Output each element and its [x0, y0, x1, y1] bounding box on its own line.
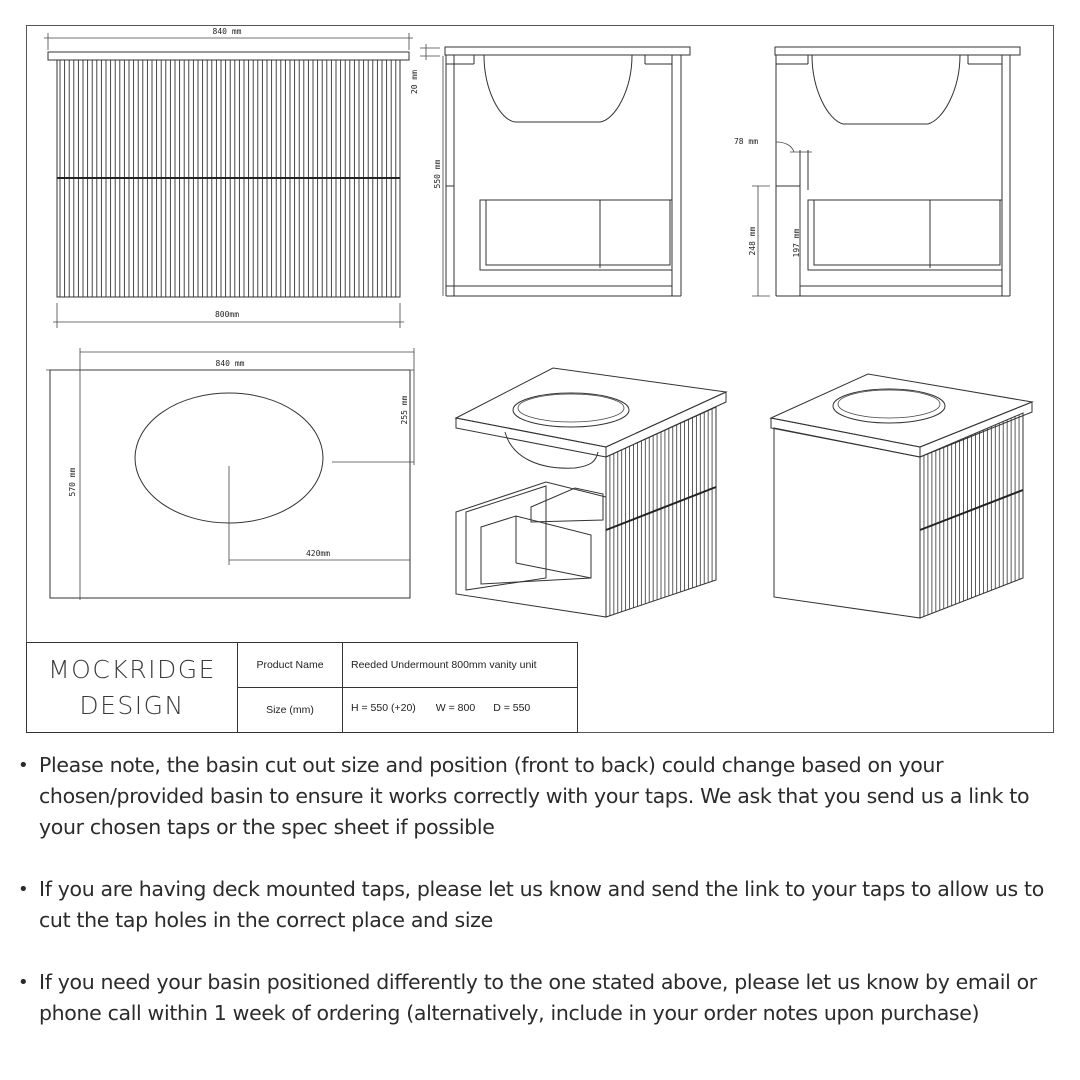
side-section-a — [410, 44, 690, 296]
brand-logo — [27, 643, 238, 732]
note-text: If you need your basin positioned differently to the one stated above, please let us know by email or phone call within 1 week of ordering (alternatively, include in your order notes upon purchase) — [39, 970, 1037, 1025]
dim-inner-drawer-height: 197 mm — [792, 228, 801, 258]
dim-top-thickness: 20 mm — [410, 69, 419, 95]
dim-top-depth-plan: 570 mm — [68, 467, 77, 497]
note-item: • If you need your basin positioned differently to the one stated above, please let us know by email or phone call within 1 week of ordering (alternatively, include in your order notes upon purchase) — [18, 970, 1037, 1025]
size-depth: D = 550 — [493, 702, 531, 714]
front-elevation — [44, 27, 413, 328]
dim-top-width-plan: 840 mm — [215, 359, 245, 368]
note-item: • Please note, the basin cut out size and position (front to back) could change based on your chosen/provided basin to ensure it works correctly with your taps. We ask that you send us a link to your chosen taps or the spec sheet if possible — [18, 753, 1030, 839]
size-height: H = 550 (+20) — [351, 702, 416, 714]
title-block — [26, 642, 578, 733]
side-section-b — [734, 47, 1020, 296]
product-name-label: Product Name — [238, 643, 343, 688]
basin-section-b — [812, 55, 960, 124]
dim-side-recess: 78 mm — [733, 137, 759, 146]
product-name-value: Reeded Undermount 800mm vanity unit — [343, 643, 577, 688]
dim-drawer-height: 248 mm — [748, 226, 757, 256]
isometric-open-view — [456, 368, 726, 617]
front-benchtop — [48, 52, 409, 60]
iso-closed-reeds — [920, 413, 1023, 618]
size-value — [343, 688, 577, 728]
note-text: Please note, the basin cut out size and position (front to back) could change based on your chosen/provided basin to ensure it works correctly with your taps. We ask that you send us a link to your chosen taps or the spec sheet if possible — [39, 753, 1030, 839]
dim-cabinet-width: 800mm — [214, 310, 240, 319]
brand-line-2: DESIGN — [79, 690, 185, 720]
note-text: If you are having deck mounted taps, please let us know and send the link to your taps to allow us to cut the tap holes in the correct place and size — [39, 877, 1044, 932]
size-width: W = 800 — [435, 702, 476, 714]
brand-line-1: MOCKRIDGE — [48, 654, 216, 684]
plan-view — [46, 348, 414, 600]
dim-cabinet-height: 550 mm — [433, 159, 442, 189]
dim-basin-offset-back: 255 mm — [400, 395, 409, 425]
dim-top-width-front: 840 mm — [212, 27, 242, 36]
isometric-closed-view — [771, 374, 1032, 618]
dim-basin-offset-side: 420mm — [305, 549, 331, 558]
plan-benchtop — [50, 370, 410, 598]
basin-section-a — [484, 55, 632, 122]
size-label: Size (mm) — [238, 688, 343, 732]
note-item: • If you are having deck mounted taps, please let us know and send the link to your taps to allow us to cut the tap holes in the correct place and size — [18, 877, 1044, 932]
notes-list — [16, 750, 1070, 1060]
